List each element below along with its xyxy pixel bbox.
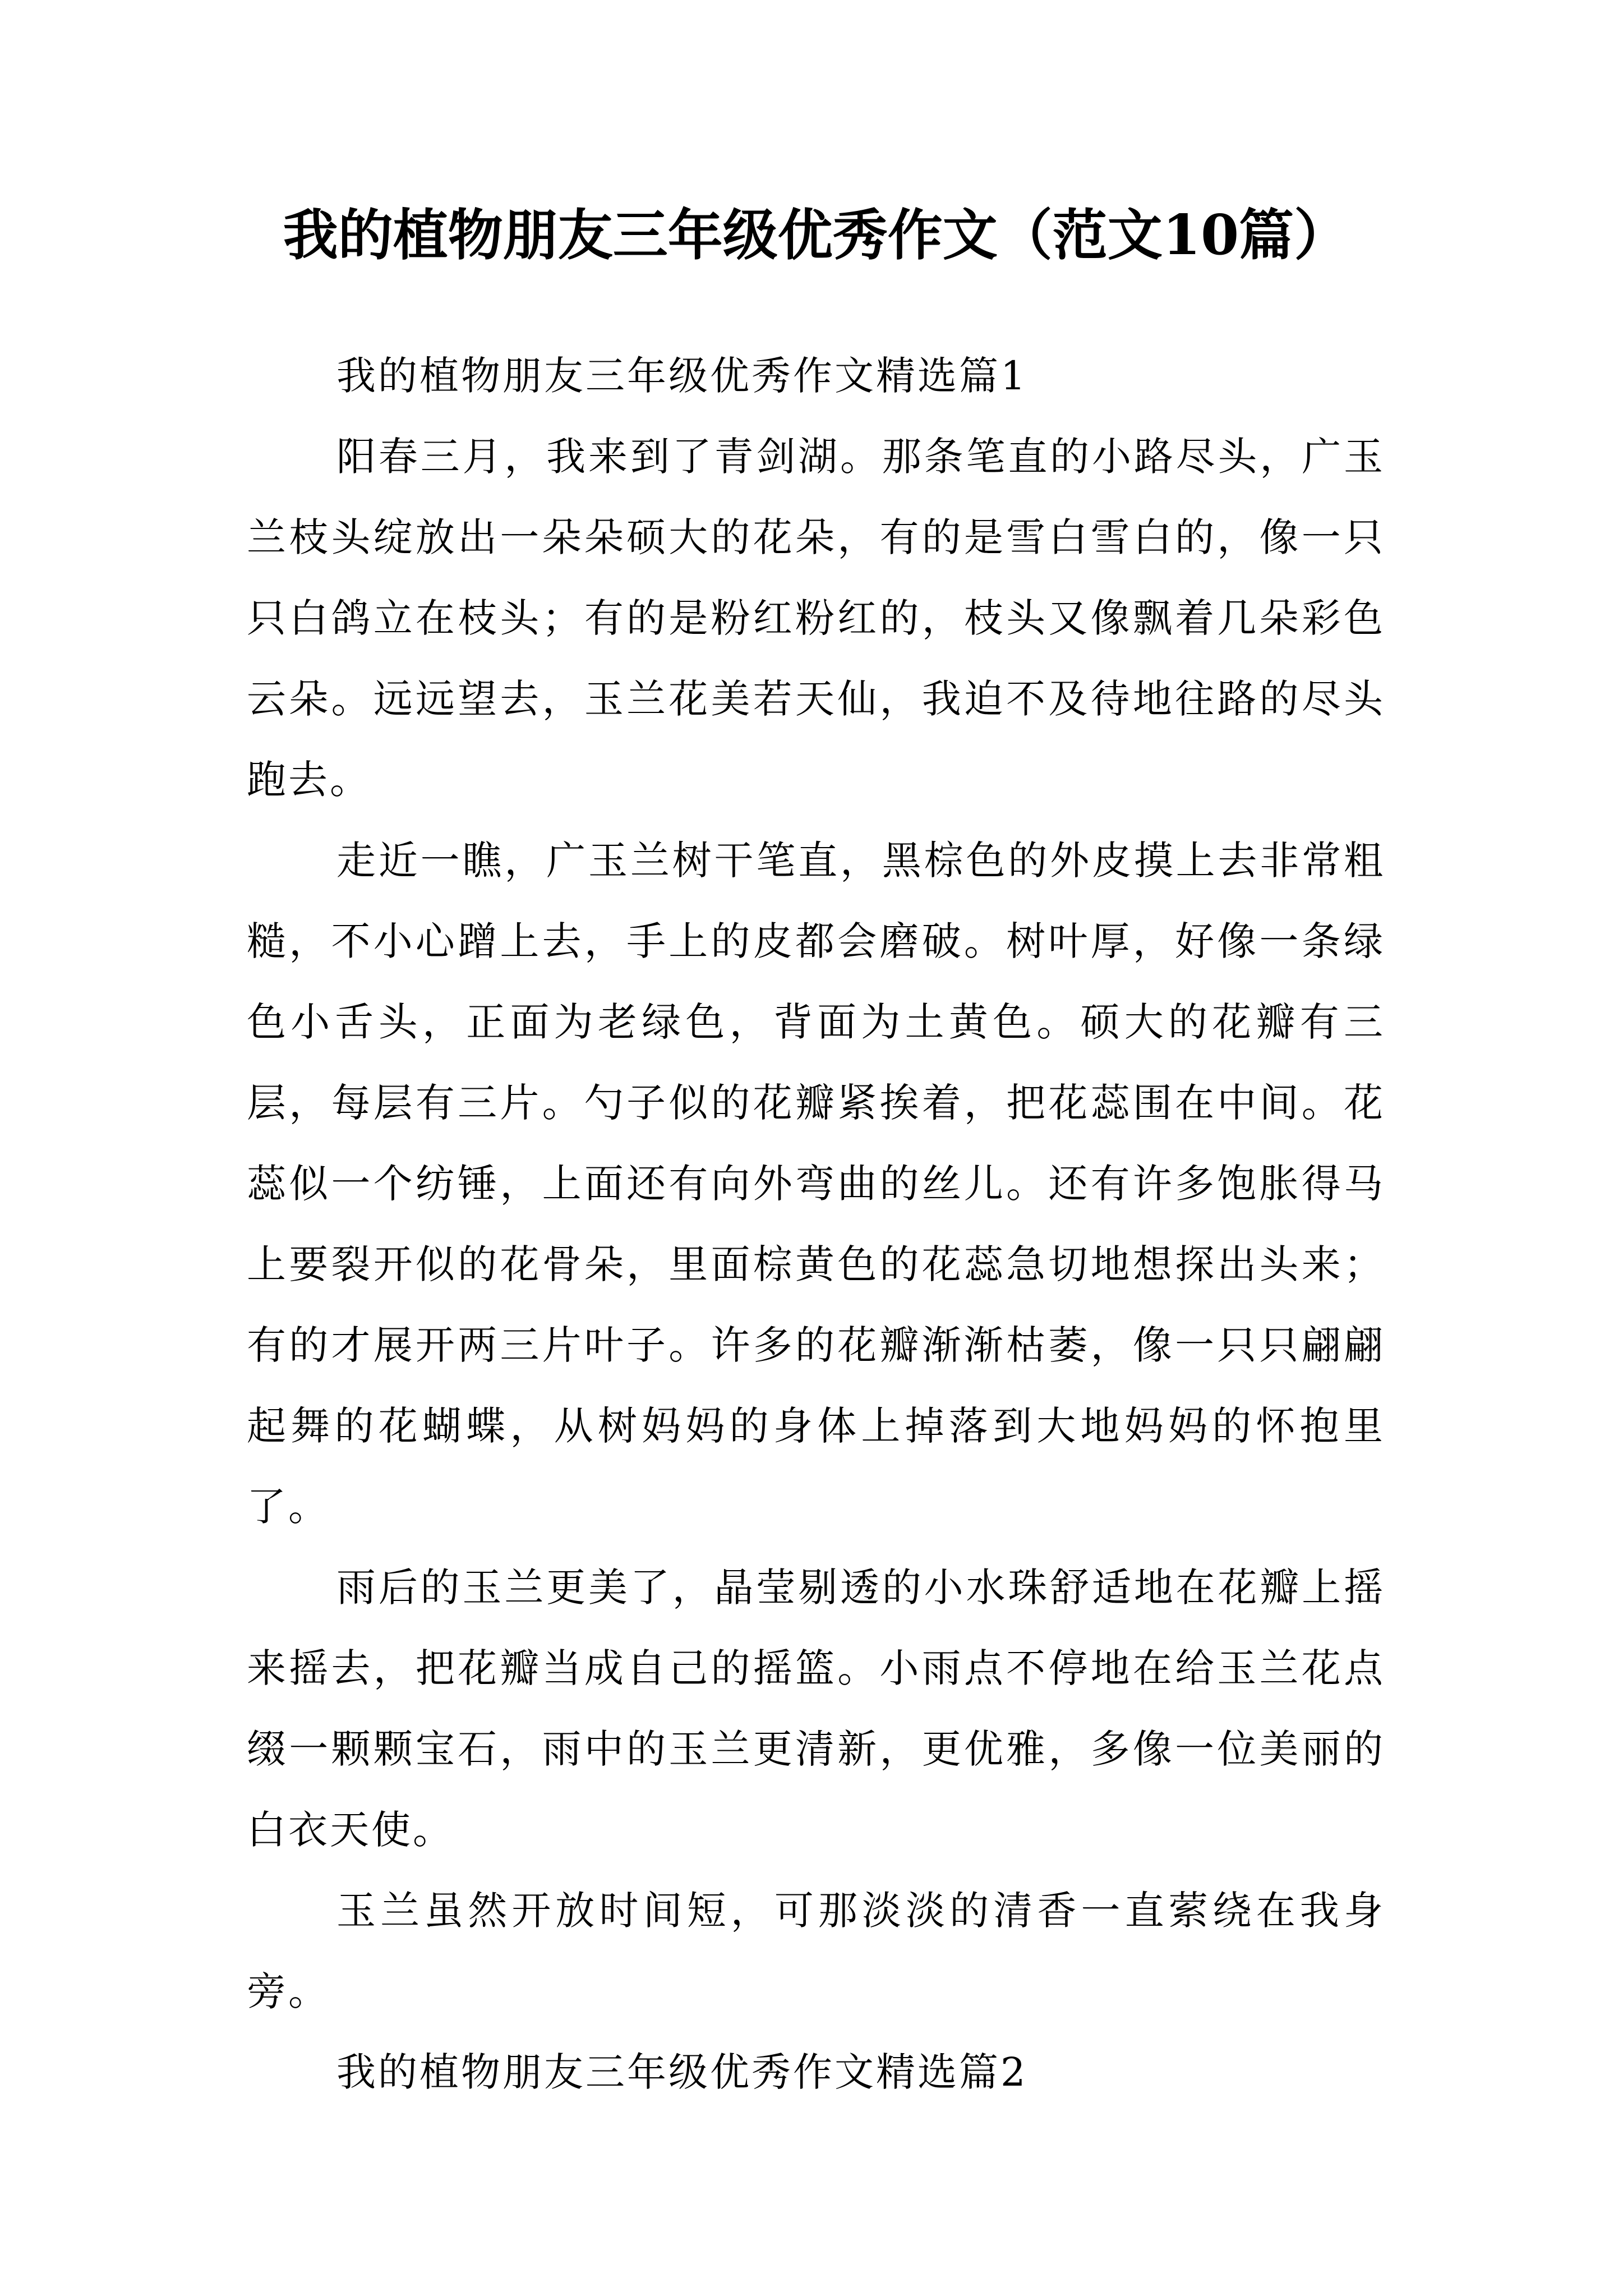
- paragraph: 雨后的玉兰更美了，晶莹剔透的小水珠舒适地在花瓣上摇来摇去，把花瓣当成自己的摇篮。小雨点不停地在给玉兰花点缀一颗颗宝石，雨中的玉兰更清新，更优雅，多像一位美丽的白衣天使。: [247, 1565, 1385, 1853]
- paragraph: 走近一瞧，广玉兰树干笔直，黑棕色的外皮摸上去非常粗糙，不小心蹭上去，手上的皮都会磨破。树叶厚，好像一条绿色小舌头，正面为老绿色，背面为土黄色。硕大的花瓣有三层，每层有三片。勺子似的花瓣紧挨着，把花蕊围在中间。花蕊似一个纺锤，上面还有向外弯曲的丝儿。还有许多饱胀得马上要裂开似的花骨朵，里面棕黄色的花蕊急切地想探出头来；有的才展开两三片叶子。许多的花瓣渐渐枯萎，像一只只翩翩起舞的花蝴蝶，从树妈妈的身体上掉落到大地妈妈的怀抱里了。: [247, 838, 1385, 1530]
- document-title: 我的植物朋友三年级优秀作文（范文10篇）: [283, 203, 1349, 268]
- paragraph: 玉兰虽然开放时间短，可那淡淡的清香一直萦绕在我身旁。: [247, 1888, 1385, 2014]
- section-heading-2: 我的植物朋友三年级优秀作文精选篇2: [336, 2049, 1028, 2095]
- section-heading-1: 我的植物朋友三年级优秀作文精选篇1: [336, 353, 1028, 399]
- paragraph: 阳春三月，我来到了青剑湖。那条笔直的小路尽头，广玉兰枝头绽放出一朵朵硕大的花朵，有的是雪白雪白的，像一只只白鸽立在枝头；有的是粉红粉红的，枝头又像飘着几朵彩色云朵。远远望去，玉兰花美若天仙，我迫不及待地往路的尽头跑去。: [247, 434, 1385, 803]
- document-body: [247, 335, 1385, 2113]
